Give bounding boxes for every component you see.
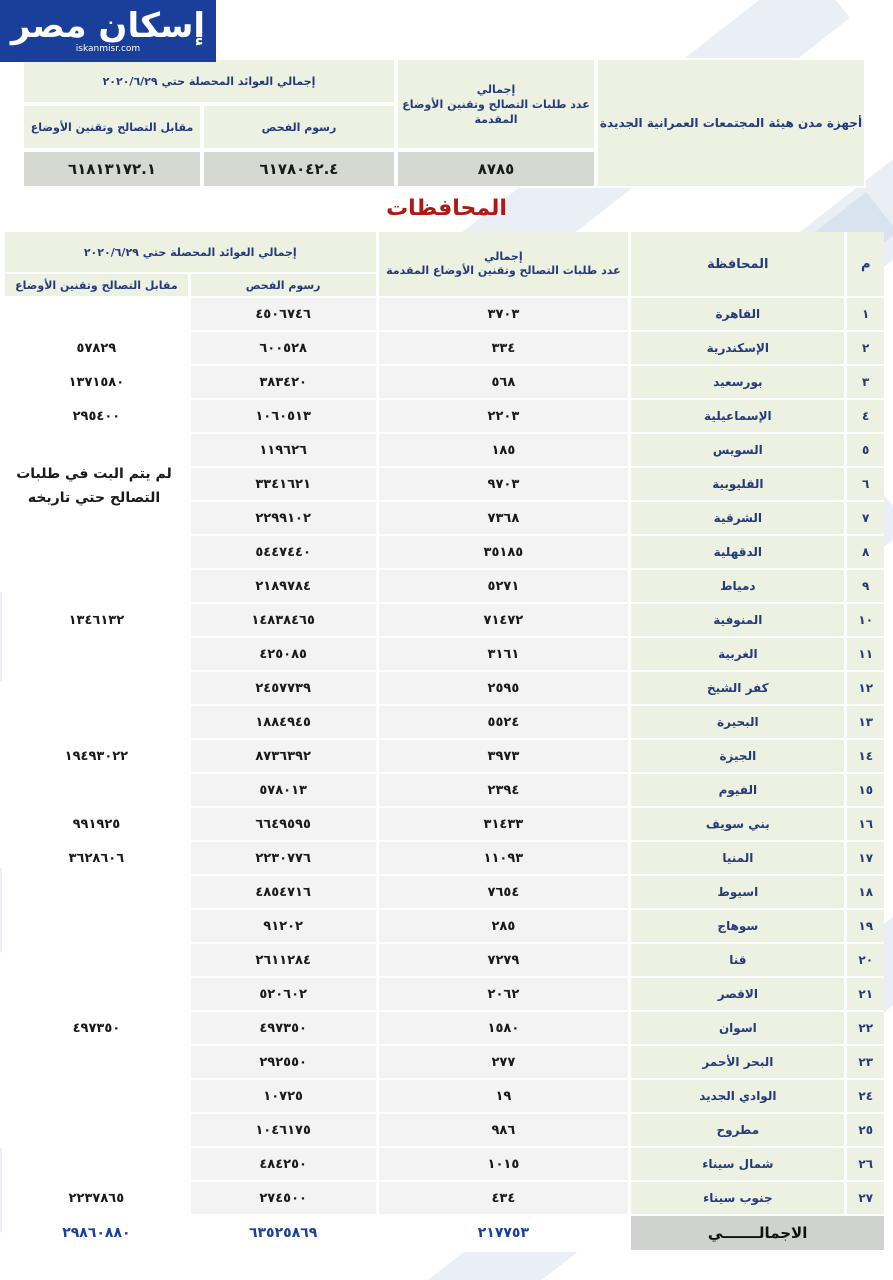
row-requests: ٣٣٤	[376, 332, 629, 366]
row-requests: ٧١٤٧٢	[376, 604, 629, 638]
row-requests: ٢٧٧	[376, 1046, 629, 1080]
row-fees: ٤٥٠٦٧٤٦	[188, 298, 376, 332]
table-row	[2, 978, 884, 1012]
header-num: م	[844, 232, 884, 298]
row-governorate: دمياط	[628, 570, 844, 604]
row-governorate: الفيوم	[628, 774, 844, 808]
row-num: ١٦	[844, 808, 884, 842]
summary-fees-value: ٦١٧٨٠٤٢.٤	[202, 150, 396, 188]
row-governorate: الاقصر	[628, 978, 844, 1012]
row-requests: ٥٥٢٤	[376, 706, 629, 740]
row-requests: ٢٥٩٥	[376, 672, 629, 706]
header-revenue: إجمالي العوائد المحصلة حتي ٢٠٢٠/٦/٢٩	[2, 232, 376, 274]
total-rec: ٢٩٨٦٠٨٨٠	[2, 1216, 188, 1252]
row-governorate: جنوب سيناء	[628, 1182, 844, 1216]
row-governorate: مطروح	[628, 1114, 844, 1148]
row-governorate: القاهرة	[628, 298, 844, 332]
row-governorate: المنيا	[628, 842, 844, 876]
table-row	[2, 1148, 884, 1182]
table-row	[2, 400, 884, 434]
row-governorate: اسيوط	[628, 876, 844, 910]
row-governorate: القليوبية	[628, 468, 844, 502]
row-requests: ٢٠٦٢	[376, 978, 629, 1012]
row-fees: ١٨٨٤٩٤٥	[188, 706, 376, 740]
row-num: ٥	[844, 434, 884, 468]
row-reconciliation: ٩٩١٩٢٥	[2, 808, 188, 842]
row-num: ١٤	[844, 740, 884, 774]
row-reconciliation	[2, 978, 188, 1012]
row-fees: ٢٢٩٩١٠٢	[188, 502, 376, 536]
row-governorate: شمال سيناء	[628, 1148, 844, 1182]
row-governorate: سوهاج	[628, 910, 844, 944]
row-num: ٢٣	[844, 1046, 884, 1080]
row-num: ٢١	[844, 978, 884, 1012]
row-reconciliation	[2, 1114, 188, 1148]
agency-label: أجهزة مدن هيئة المجتمعات العمرانية الجديدة	[596, 58, 866, 188]
summary-rec-header: مقابل التصالح وتقنين الأوضاع	[22, 104, 202, 150]
logo-title: إسكان مصر	[10, 6, 206, 46]
row-governorate: الإسكندرية	[628, 332, 844, 366]
table-row	[2, 332, 884, 366]
row-num: ٢	[844, 332, 884, 366]
row-governorate: الوادي الجديد	[628, 1080, 844, 1114]
row-reconciliation	[2, 944, 188, 978]
row-fees: ١٠٤٦١٧٥	[188, 1114, 376, 1148]
table-row	[2, 672, 884, 706]
row-num: ٢٢	[844, 1012, 884, 1046]
table-row	[2, 740, 884, 774]
row-num: ٦	[844, 468, 884, 502]
row-requests: ٤٣٤	[376, 1182, 629, 1216]
row-num: ٣	[844, 366, 884, 400]
row-requests: ٣٧٠٣	[376, 298, 629, 332]
summary-rec-value: ٦١٨١٣١٧٢.١	[22, 150, 202, 188]
row-requests: ١٥٨٠	[376, 1012, 629, 1046]
row-reconciliation	[2, 1148, 188, 1182]
row-num: ١٧	[844, 842, 884, 876]
row-num: ٩	[844, 570, 884, 604]
row-fees: ٣٨٣٤٢٠	[188, 366, 376, 400]
governorates-table	[2, 232, 884, 1252]
row-governorate: كفر الشيخ	[628, 672, 844, 706]
row-num: ١٨	[844, 876, 884, 910]
row-fees: ١٠٦٠٥١٣	[188, 400, 376, 434]
table-row	[2, 842, 884, 876]
row-reconciliation: ١٣٤٦١٣٢	[2, 604, 188, 638]
total-row	[2, 1216, 884, 1252]
table-row	[2, 808, 884, 842]
row-governorate: المنوفية	[628, 604, 844, 638]
row-reconciliation: ١٣٧١٥٨٠	[2, 366, 188, 400]
row-fees: ٤٨٥٤٧١٦	[188, 876, 376, 910]
row-requests: ١١٠٩٣	[376, 842, 629, 876]
row-fees: ٦٦٤٩٥٩٥	[188, 808, 376, 842]
row-fees: ٢٦١١٢٨٤	[188, 944, 376, 978]
table-row	[2, 604, 884, 638]
row-requests: ٣١٦١	[376, 638, 629, 672]
row-governorate: الجيزة	[628, 740, 844, 774]
row-requests: ٩٧٠٣	[376, 468, 629, 502]
row-reconciliation	[2, 706, 188, 740]
row-fees: ٢٩٢٥٥٠	[188, 1046, 376, 1080]
row-governorate: الإسماعيلية	[628, 400, 844, 434]
pending-note: لم يتم البت في طلبات التصالح حتي تاريخه	[16, 466, 172, 506]
logo-site: iskanmisr.com	[75, 44, 141, 54]
row-fees: ٢٧٤٥٠٠	[188, 1182, 376, 1216]
row-requests: ١٠١٥	[376, 1148, 629, 1182]
row-fees: ٣٣٤١٦٢١	[188, 468, 376, 502]
table-row	[2, 366, 884, 400]
section-title: المحافظات	[386, 196, 507, 221]
row-num: ١٠	[844, 604, 884, 638]
row-fees: ٦٠٠٥٢٨	[188, 332, 376, 366]
row-governorate: اسوان	[628, 1012, 844, 1046]
row-reconciliation	[2, 298, 188, 332]
row-fees: ١٠٧٢٥	[188, 1080, 376, 1114]
row-reconciliation: ٥٧٨٢٩	[2, 332, 188, 366]
row-fees: ٩١٢٠٢	[188, 910, 376, 944]
row-fees: ٢١٨٩٧٨٤	[188, 570, 376, 604]
row-requests: ٥٢٧١	[376, 570, 629, 604]
row-governorate: البحيرة	[628, 706, 844, 740]
row-fees: ٤٩٧٣٥٠	[188, 1012, 376, 1046]
row-reconciliation	[2, 536, 188, 570]
table-row	[2, 1080, 884, 1114]
row-fees: ٢٤٥٧٧٣٩	[188, 672, 376, 706]
header-name: المحافظة	[628, 232, 844, 298]
table-row	[2, 570, 884, 604]
table-row	[2, 910, 884, 944]
row-num: ٤	[844, 400, 884, 434]
summary-requests-value: ٨٧٨٥	[396, 150, 596, 188]
row-reconciliation	[2, 774, 188, 808]
row-governorate: بورسعيد	[628, 366, 844, 400]
row-fees: ١٤٨٣٨٤٦٥	[188, 604, 376, 638]
row-reconciliation	[2, 1080, 188, 1114]
row-fees: ٥٧٨٠١٣	[188, 774, 376, 808]
row-num: ١٩	[844, 910, 884, 944]
total-fees: ٦٣٥٢٥٨٦٩	[188, 1216, 376, 1252]
row-requests: ٧٢٧٩	[376, 944, 629, 978]
table-row	[2, 876, 884, 910]
row-governorate: السويس	[628, 434, 844, 468]
summary-revenue-header: إجمالي العوائد المحصلة حتي ٢٠٢٠/٦/٢٩	[22, 58, 396, 104]
row-reconciliation	[2, 910, 188, 944]
row-num: ٧	[844, 502, 884, 536]
row-requests: ٣٥١٨٥	[376, 536, 629, 570]
table-row	[2, 536, 884, 570]
row-num: ٢٤	[844, 1080, 884, 1114]
row-fees: ٥٤٤٧٤٤٠	[188, 536, 376, 570]
table-row	[2, 774, 884, 808]
summary-requests-header: إجمالي عدد طلبات التصالح وتقنين الأوضاع المقدمة	[396, 58, 596, 150]
table-row	[2, 706, 884, 740]
row-num: ٨	[844, 536, 884, 570]
row-num: ١٢	[844, 672, 884, 706]
row-governorate: الدقهلية	[628, 536, 844, 570]
row-num: ١١	[844, 638, 884, 672]
header-fees: رسوم الفحص	[188, 274, 376, 298]
total-requests: ٢١٧٧٥٣	[376, 1216, 629, 1252]
row-requests: ٣١٤٣٣	[376, 808, 629, 842]
total-label: الاجمالـــــــي	[628, 1216, 884, 1252]
row-fees: ٤٨٤٢٥٠	[188, 1148, 376, 1182]
row-num: ٢٥	[844, 1114, 884, 1148]
row-num: ٢٧	[844, 1182, 884, 1216]
row-reconciliation	[2, 876, 188, 910]
row-requests: ٥٦٨	[376, 366, 629, 400]
row-governorate: الغربية	[628, 638, 844, 672]
row-reconciliation: ٣٦٢٨٦٠٦	[2, 842, 188, 876]
table-row	[2, 298, 884, 332]
row-requests: ٢٨٥	[376, 910, 629, 944]
row-requests: ٣٩٧٣	[376, 740, 629, 774]
row-num: ١	[844, 298, 884, 332]
row-reconciliation: ١٩٤٩٣٠٢٢	[2, 740, 188, 774]
row-fees: ١١٩٦٢٦	[188, 434, 376, 468]
row-fees: ٨٧٣٦٣٩٢	[188, 740, 376, 774]
table-row	[2, 638, 884, 672]
row-requests: ٩٨٦	[376, 1114, 629, 1148]
row-governorate: الشرقية	[628, 502, 844, 536]
table-row	[2, 1046, 884, 1080]
row-num: ١٥	[844, 774, 884, 808]
row-reconciliation	[2, 672, 188, 706]
row-requests: ٢٢٠٣	[376, 400, 629, 434]
row-reconciliation: ٢٩٥٤٠٠	[2, 400, 188, 434]
summary-table	[22, 58, 866, 188]
row-reconciliation	[2, 638, 188, 672]
header-requests: إجمالي عدد طلبات التصالح وتقنين الأوضاع المقدمة	[376, 232, 629, 298]
summary-fees-header: رسوم الفحص	[202, 104, 396, 150]
row-fees: ٥٢٠٦٠٢	[188, 978, 376, 1012]
row-requests: ١٨٥	[376, 434, 629, 468]
row-reconciliation	[2, 1046, 188, 1080]
row-fees: ٢٢٣٠٧٧٦	[188, 842, 376, 876]
row-num: ٢٠	[844, 944, 884, 978]
table-row	[2, 1182, 884, 1216]
row-reconciliation: ٤٩٧٣٥٠	[2, 1012, 188, 1046]
row-requests: ١٩	[376, 1080, 629, 1114]
row-requests: ٧٣٦٨	[376, 502, 629, 536]
site-logo	[0, 0, 216, 62]
header-rec: مقابل التصالح وتقنين الأوضاع	[2, 274, 188, 298]
table-row	[2, 1012, 884, 1046]
row-requests: ٢٣٩٤	[376, 774, 629, 808]
row-num: ١٣	[844, 706, 884, 740]
table-row	[2, 944, 884, 978]
row-num: ٢٦	[844, 1148, 884, 1182]
row-governorate: البحر الأحمر	[628, 1046, 844, 1080]
table-row	[2, 1114, 884, 1148]
row-governorate: بني سويف	[628, 808, 844, 842]
row-reconciliation	[2, 570, 188, 604]
row-fees: ٤٢٥٠٨٥	[188, 638, 376, 672]
row-reconciliation: ٢٢٣٧٨٦٥	[2, 1182, 188, 1216]
row-governorate: قنا	[628, 944, 844, 978]
row-requests: ٧٦٥٤	[376, 876, 629, 910]
